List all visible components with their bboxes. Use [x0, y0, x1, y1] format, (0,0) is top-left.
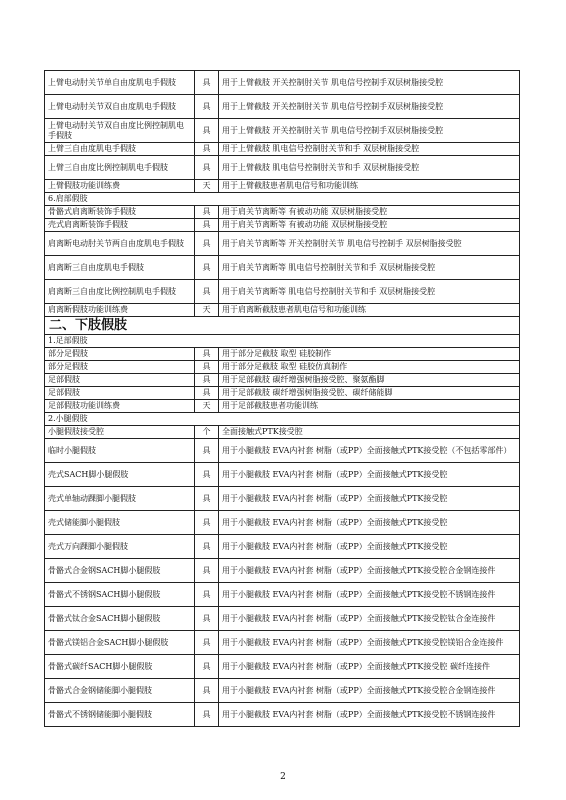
- table-row: [45, 304, 520, 317]
- item-name-cell: 上臂电动肘关节单自由度肌电手假肢: [45, 71, 195, 95]
- description-cell: 用于肩关节离断等 有被动功能 双层树脂接受腔: [219, 206, 520, 219]
- table-row: [45, 559, 520, 583]
- description-cell: 用于肩离断截肢患者肌电信号和功能训练: [219, 304, 520, 317]
- table-row: [45, 439, 520, 463]
- page-number: 2: [280, 772, 286, 782]
- unit-cell: 具: [195, 583, 219, 607]
- item-name-cell: 骨骼式合金钢SACH脚小腿假肢: [45, 559, 195, 583]
- item-name-cell: 壳式SACH脚小腿假肢: [45, 463, 195, 487]
- item-name-cell: 肩离断电动肘关节两自由度肌电手假肢: [45, 232, 195, 256]
- section-row: [45, 335, 520, 348]
- item-name-cell: 足部假肢: [45, 374, 195, 387]
- item-name-cell: 肩离断三自由度肌电手假肢: [45, 256, 195, 280]
- description-cell: 用于上臂截肢 开关控制肘关节 肌电信号控制手双层树脂接受腔: [219, 71, 520, 95]
- description-cell: 用于部分足截肢 取型 硅胶仿真制作: [219, 361, 520, 374]
- unit-cell: 具: [195, 703, 219, 727]
- unit-cell: 具: [195, 679, 219, 703]
- table-row: [45, 374, 520, 387]
- unit-cell: 天: [195, 400, 219, 413]
- table-row: [45, 487, 520, 511]
- table-row: [45, 463, 520, 487]
- unit-cell: 具: [195, 607, 219, 631]
- item-name-cell: 部分足假肢: [45, 348, 195, 361]
- unit-cell: 具: [195, 487, 219, 511]
- table-row: [45, 583, 520, 607]
- table-row: [45, 180, 520, 193]
- description-cell: 用于小腿截肢 EVA内衬套 树脂（或PP）全面接触式PTK接受腔不锈钢连接件: [219, 703, 520, 727]
- table-row: [45, 655, 520, 679]
- item-name-cell: 上臂假肢功能训练费: [45, 180, 195, 193]
- unit-cell: 具: [195, 559, 219, 583]
- item-name-cell: 骨骼式不锈钢储能脚小腿假肢: [45, 703, 195, 727]
- table-row: [45, 426, 520, 439]
- unit-cell: 具: [195, 156, 219, 180]
- description-cell: 用于小腿截肢 EVA内衬套 树脂（或PP）全面接触式PTK接受腔（不包括零部件）: [219, 439, 520, 463]
- table-row: [45, 607, 520, 631]
- item-name-cell: 骨骼式肩离断装饰手假肢: [45, 206, 195, 219]
- item-name-cell: 部分足假肢: [45, 361, 195, 374]
- unit-cell: 具: [195, 361, 219, 374]
- description-cell: 用于足部截肢 碳纤增强树脂接受腔、聚氨酯脚: [219, 374, 520, 387]
- description-cell: 用于小腿截肢 EVA内衬套 树脂（或PP）全面接触式PTK接受腔: [219, 535, 520, 559]
- item-name-cell: 临时小腿假肢: [45, 439, 195, 463]
- description-cell: 用于小腿截肢 EVA内衬套 树脂（或PP）全面接触式PTK接受腔合金钢连接件: [219, 559, 520, 583]
- item-name-cell: 上臂三自由度肌电手假肢: [45, 143, 195, 156]
- description-cell: 用于足部截肢患者功能训练: [219, 400, 520, 413]
- description-cell: 用于小腿截肢 EVA内衬套 树脂（或PP）全面接触式PTK接受腔镁铝合金连接件: [219, 631, 520, 655]
- table-row: [45, 256, 520, 280]
- description-cell: 用于肩关节离断等 肌电信号控制肘关节和手 双层树脂接受腔: [219, 280, 520, 304]
- description-cell: 用于小腿截肢 EVA内衬套 树脂（或PP）全面接触式PTK接受腔: [219, 511, 520, 535]
- table-row: [45, 71, 520, 95]
- section-title: 6.肩部假肢: [45, 193, 520, 206]
- table-row: [45, 280, 520, 304]
- description-cell: 用于小腿截肢 EVA内衬套 树脂（或PP）全面接触式PTK接受腔 碳纤连接件: [219, 655, 520, 679]
- description-cell: 用于小腿截肢 EVA内衬套 树脂（或PP）全面接触式PTK接受腔合金钢连接件: [219, 679, 520, 703]
- item-name-cell: 上臂三自由度比例控制肌电手假肢: [45, 156, 195, 180]
- unit-cell: 个: [195, 426, 219, 439]
- unit-cell: 具: [195, 439, 219, 463]
- item-name-cell: 足部假肢功能训练费: [45, 400, 195, 413]
- item-name-cell: 骨骼式镁铝合金SACH脚小腿假肢: [45, 631, 195, 655]
- unit-cell: 具: [195, 374, 219, 387]
- item-name-cell: 骨骼式合金钢储能脚小腿假肢: [45, 679, 195, 703]
- item-name-cell: 壳式万向踝脚小腿假肢: [45, 535, 195, 559]
- table-body: [45, 71, 520, 727]
- table-row: [45, 348, 520, 361]
- unit-cell: 具: [195, 219, 219, 232]
- unit-cell: 天: [195, 180, 219, 193]
- unit-cell: 天: [195, 304, 219, 317]
- category-heading: 二、下肢假肢: [45, 317, 520, 335]
- table-row: [45, 535, 520, 559]
- unit-cell: 具: [195, 387, 219, 400]
- section-row: [45, 193, 520, 206]
- section-title: 2.小腿假肢: [45, 413, 520, 426]
- table-row: [45, 703, 520, 727]
- unit-cell: 具: [195, 348, 219, 361]
- description-cell: 用于小腿截肢 EVA内衬套 树脂（或PP）全面接触式PTK接受腔不锈钢连接件: [219, 583, 520, 607]
- table-row: [45, 400, 520, 413]
- unit-cell: 具: [195, 511, 219, 535]
- table-row: [45, 143, 520, 156]
- section-row: [45, 413, 520, 426]
- unit-cell: 具: [195, 143, 219, 156]
- description-cell: 用于上臂截肢 肌电信号控制肘关节和手 双层树脂接受腔: [219, 156, 520, 180]
- description-cell: 用于小腿截肢 EVA内衬套 树脂（或PP）全面接触式PTK接受腔: [219, 487, 520, 511]
- description-cell: 用于肩关节离断等 肌电信号控制肘关节和手 双层树脂接受腔: [219, 256, 520, 280]
- section-title: 1.足部假肢: [45, 335, 520, 348]
- item-name-cell: 壳式肩离断装饰手假肢: [45, 219, 195, 232]
- description-cell: 用于肩关节离断等 有被动功能 双层树脂接受腔: [219, 219, 520, 232]
- table-row: [45, 156, 520, 180]
- table-row: [45, 206, 520, 219]
- table-row: [45, 361, 520, 374]
- description-cell: 用于上臂截肢 开关控制肘关节 肌电信号控制手双层树脂接受腔: [219, 119, 520, 143]
- description-cell: 用于部分足截肢 取型 硅胶制作: [219, 348, 520, 361]
- unit-cell: 具: [195, 232, 219, 256]
- item-name-cell: 壳式单轴动踝脚小腿假肢: [45, 487, 195, 511]
- prosthesis-spec-table: [44, 70, 520, 727]
- item-name-cell: 肩离断假肢功能训练费: [45, 304, 195, 317]
- unit-cell: 具: [195, 280, 219, 304]
- unit-cell: 具: [195, 631, 219, 655]
- description-cell: 用于小腿截肢 EVA内衬套 树脂（或PP）全面接触式PTK接受腔: [219, 463, 520, 487]
- item-name-cell: 骨骼式不锈钢SACH脚小腿假肢: [45, 583, 195, 607]
- table-row: [45, 679, 520, 703]
- unit-cell: 具: [195, 535, 219, 559]
- category-heading-row: [45, 317, 520, 335]
- description-cell: 全面接触式PTK接受腔: [219, 426, 520, 439]
- table-row: [45, 232, 520, 256]
- item-name-cell: 上臂电动肘关节双自由度比例控制肌电手假肢: [45, 119, 195, 143]
- unit-cell: 具: [195, 655, 219, 679]
- unit-cell: 具: [195, 95, 219, 119]
- description-cell: 用于上臂截肢 肌电信号控制肘关节和手 双层树脂接受腔: [219, 143, 520, 156]
- unit-cell: 具: [195, 119, 219, 143]
- item-name-cell: 壳式储能脚小腿假肢: [45, 511, 195, 535]
- table-row: [45, 511, 520, 535]
- item-name-cell: 骨骼式钛合金SACH脚小腿假肢: [45, 607, 195, 631]
- description-cell: 用于上臂截肢患者肌电信号和功能训练: [219, 180, 520, 193]
- description-cell: 用于小腿截肢 EVA内衬套 树脂（或PP）全面接触式PTK接受腔钛合金连接件: [219, 607, 520, 631]
- unit-cell: 具: [195, 463, 219, 487]
- table-row: [45, 387, 520, 400]
- description-cell: 用于足部截肢 碳纤增强树脂接受腔、碳纤储能脚: [219, 387, 520, 400]
- table-row: [45, 631, 520, 655]
- table-row: [45, 119, 520, 143]
- unit-cell: 具: [195, 71, 219, 95]
- item-name-cell: 小腿假肢接受腔: [45, 426, 195, 439]
- description-cell: 用于上臂截肢 开关控制肘关节 肌电信号控制手双层树脂接受腔: [219, 95, 520, 119]
- table-row: [45, 219, 520, 232]
- unit-cell: 具: [195, 206, 219, 219]
- item-name-cell: 骨骼式碳纤SACH脚小腿假肢: [45, 655, 195, 679]
- table-row: [45, 95, 520, 119]
- item-name-cell: 肩离断三自由度比例控制肌电手假肢: [45, 280, 195, 304]
- description-cell: 用于肩关节离断等 开关控制肘关节 肌电信号控制手 双层树脂接受腔: [219, 232, 520, 256]
- item-name-cell: 上臂电动肘关节双自由度肌电手假肢: [45, 95, 195, 119]
- unit-cell: 具: [195, 256, 219, 280]
- item-name-cell: 足部假肢: [45, 387, 195, 400]
